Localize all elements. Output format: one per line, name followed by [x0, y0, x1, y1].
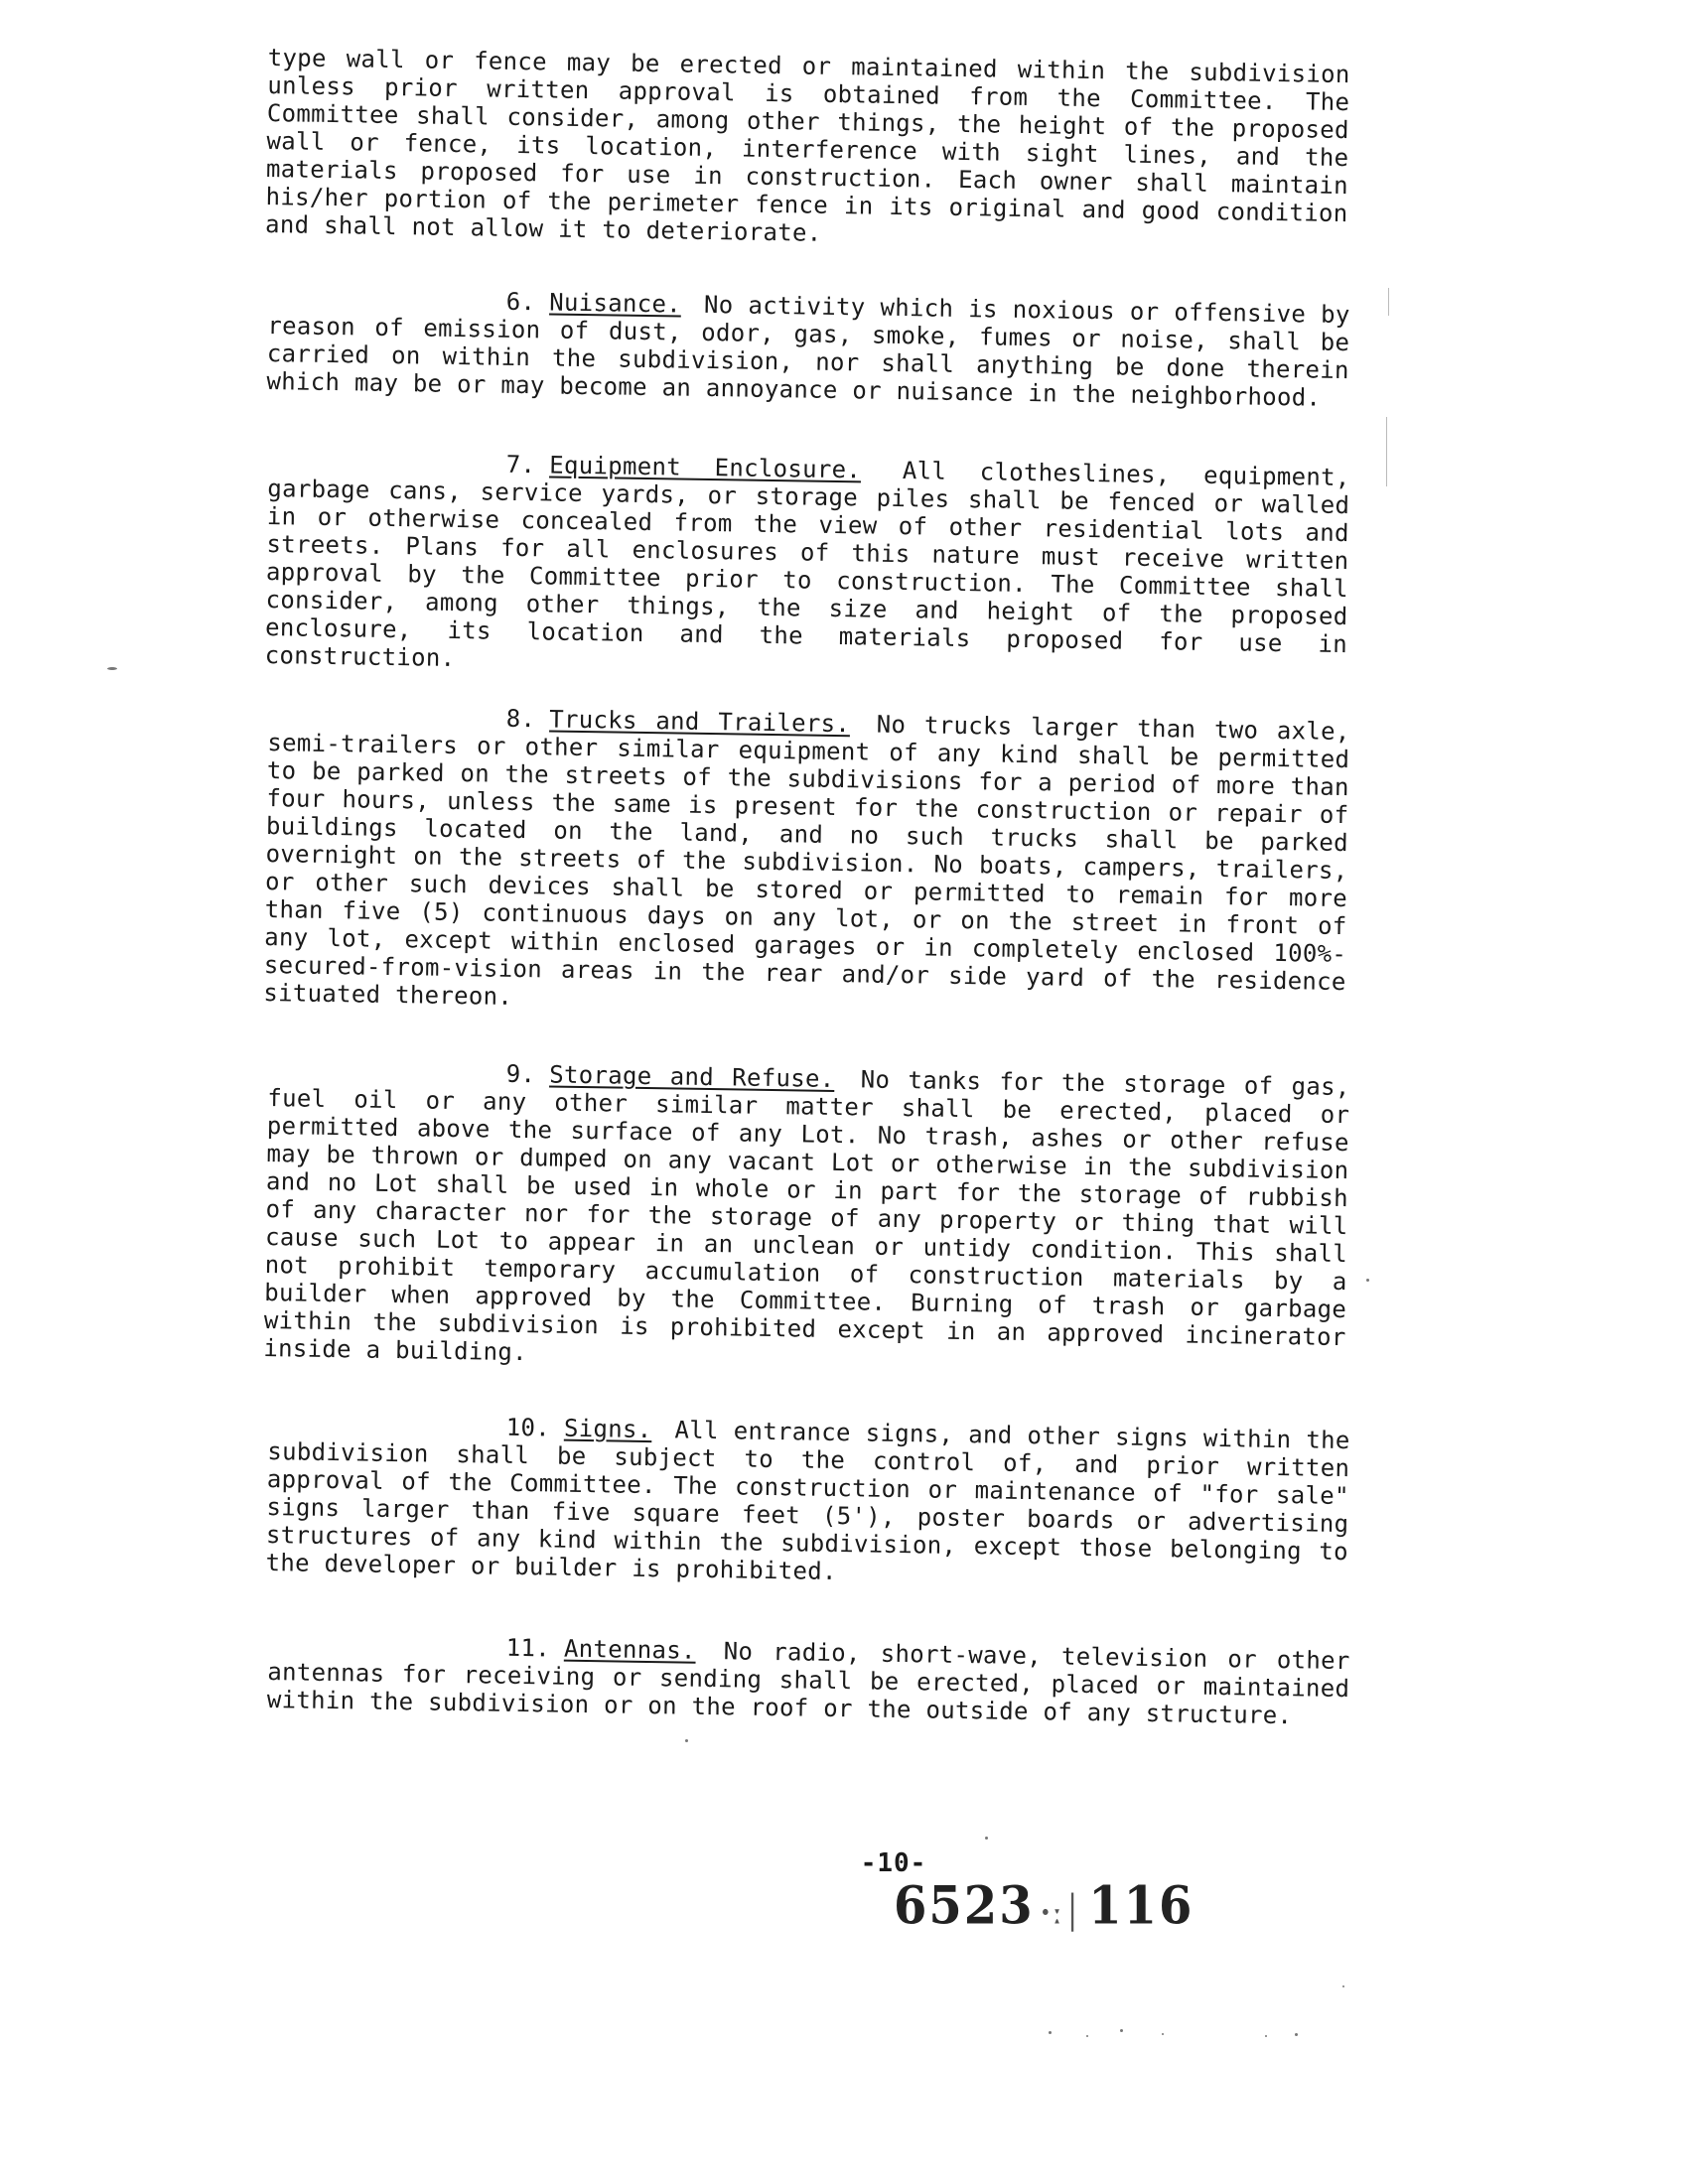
- scan-speck: [1120, 2029, 1123, 2032]
- section-body: No activity which is noxious or offensive by reason of emission of dust, odor, gas, smoke, fumes or noise, shall be carried on within the subdivision, nor shall anything be done therein which may be or may become an annoyance or nuisance in the neighborhood.: [266, 290, 1350, 412]
- scan-margin-mark: [1388, 288, 1389, 316]
- section-body: No radio, short-wave, television or other antennas for receiving or sending shall be erected, placed or maintained within the subdivision or on the roof or the outside of any structure.: [266, 1637, 1350, 1730]
- stamp-page: 116: [1088, 1875, 1195, 1937]
- section-11-antennas: [267, 1630, 1350, 1730]
- section-heading: Trucks and Trailers.: [549, 705, 851, 739]
- section-number: 10.: [505, 1413, 551, 1442]
- scan-margin-mark: [1386, 417, 1387, 486]
- section-number: 9.: [505, 1059, 536, 1089]
- section-number: 11.: [505, 1633, 551, 1663]
- section-heading: Antennas.: [563, 1634, 696, 1665]
- section-heading: Storage and Refuse.: [549, 1060, 835, 1093]
- section-heading: Equipment Enclosure.: [549, 451, 862, 484]
- section-body: All entrance signs, and other signs within the subdivision shall be subject to the control of, and prior written approval of the Committee. The construction or maintenance of "for sale" signs larger than five square feet (5'), poster boards or advertising structures of any kind within the subdivision, except those belonging to the developer or builder is prohibited.: [265, 1416, 1350, 1586]
- scan-speck: [1295, 2033, 1298, 2036]
- page-number: -10-: [860, 1848, 927, 1878]
- section-body: All clotheslines, equipment, garbage cans, service yards, or storage piles shall be fenced or walled in or otherwise concealed from the view of other residential lots and streets. Plans for all enclosures of this nature must receive written approval by the Committee prior to construction. The Committee shall consider, among other things, the size and height of the proposed enclosure, its location and the materials proposed for use in construction.: [264, 457, 1350, 672]
- scan-speck: [685, 1739, 688, 1742]
- section-7-equipment-enclosure: [264, 447, 1349, 686]
- section-heading: Nuisance.: [549, 288, 682, 319]
- scan-speck: [985, 1837, 988, 1840]
- section-body: No tanks for the storage of gas, fuel oil or any other similar matter shall be erected, placed or permitted above the surface of any Lot. No trash, ashes or other refuse may be thrown or dumped on any vacant Lot or otherwise in the subdivision and no Lot shall be used in whole or in part for the storage of rubbish of any character nor for the storage of any property or thing that will cause such Lot to appear in an unclean or untidy condition. This shall not prohibit temporary accumulation of construction materials by a builder when approved by the Committee. Burning of trash or garbage within the subdivision is prohibited except in an approved incinerator inside a building.: [263, 1065, 1350, 1367]
- continued-text: type wall or fence may be erected or maintained within the subdivision unless prior written approval is obtained from the Committee. The Committee shall consider, among other things, the height of the proposed wall or fence, its location, interference with sight lines, and the materials proposed for use in construction. Each owner shall maintain his/her portion of the perimeter fence in its original and good condition and shall not allow it to deteriorate.: [264, 44, 1350, 247]
- scan-speck: [107, 667, 117, 670]
- recording-stamp: [894, 1875, 1194, 1937]
- section-number: 8.: [505, 704, 536, 734]
- continued-paragraph: [265, 44, 1350, 255]
- scan-speck: [1342, 1985, 1344, 1987]
- section-6-nuisance: [266, 284, 1350, 412]
- stamp-separator: ·ː│: [1040, 1893, 1083, 1933]
- scan-speck: [1049, 2031, 1052, 2034]
- stamp-volume: 6523: [894, 1875, 1035, 1937]
- scan-speck: [1265, 2035, 1267, 2037]
- section-number: 7.: [505, 450, 536, 479]
- section-10-signs: [265, 1410, 1350, 1593]
- scan-speck: [1162, 2033, 1164, 2035]
- scan-speck: [1366, 1279, 1369, 1282]
- section-9-storage-and-refuse: [263, 1056, 1350, 1379]
- scan-speck: [1086, 2035, 1088, 2037]
- section-body: No trucks larger than two axle, semi-trailers or other similar equipment of any kind shall be permitted to be parked on the streets of the subdivisions for a period of more than four hours, unless the same is present for the construction or repair of buildings located on the land, and no such trucks shall be parked overnight on the streets of the subdivision. No boats, campers, trailers, or other such devices shall be stored or permitted to remain for more than five (5) continuous days on any lot, or on the street in front of any lot, except within enclosed garages or in completely enclosed 100%-secured-from-vision areas in the rear and/or side yard of the residence situated thereon.: [263, 710, 1350, 1011]
- section-heading: Signs.: [563, 1414, 652, 1444]
- section-number: 6.: [505, 287, 536, 317]
- section-8-trucks-and-trailers: [263, 701, 1350, 1024]
